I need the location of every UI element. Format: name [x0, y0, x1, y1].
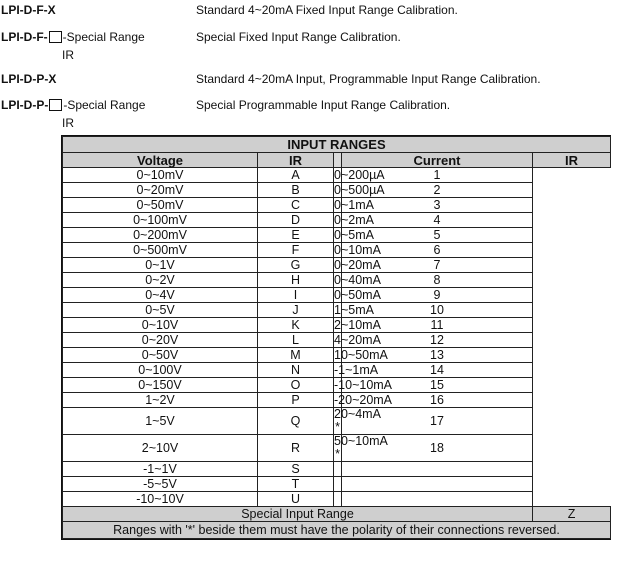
code-description: Special Fixed Input Range Calibration. [196, 30, 401, 44]
voltage-ir-code: K [258, 318, 334, 333]
current-ir-code: 10 [342, 303, 533, 318]
header-voltage: Voltage [63, 153, 258, 168]
table-row [63, 198, 611, 213]
table-title: INPUT RANGES [63, 137, 611, 153]
header-voltage-ir: IR [258, 153, 334, 168]
code-label: LPI-D-F-X [1, 3, 56, 17]
current-range: 50~10mA * [334, 434, 388, 461]
current-range: 0~40mA [334, 272, 381, 287]
voltage-range: -5~5V [63, 477, 258, 492]
special-range-code: Z [533, 507, 611, 522]
voltage-ir-code: S [258, 462, 334, 477]
table-row [63, 168, 611, 183]
current-ir-code: 9 [342, 288, 533, 303]
current-range: 0~20mA [334, 257, 381, 272]
voltage-ir-code: P [258, 393, 334, 408]
voltage-ir-code: T [258, 477, 334, 492]
range-code-box [49, 99, 62, 111]
voltage-ir-code: H [258, 273, 334, 288]
current-ir-code: 13 [342, 348, 533, 363]
current-range: -1~1mA [334, 362, 379, 377]
voltage-range: 1~2V [63, 393, 258, 408]
current-range: 0~50mA [334, 287, 381, 302]
current-range: 0~500µA [334, 182, 385, 197]
voltage-range: 0~1V [63, 258, 258, 273]
voltage-range: -10~10V [63, 492, 258, 507]
current-range: 20~4mA * [334, 407, 381, 434]
table-row [63, 258, 611, 273]
voltage-ir-code: J [258, 303, 334, 318]
voltage-ir-code: M [258, 348, 334, 363]
voltage-range: 0~4V [63, 288, 258, 303]
current-ir-code: 5 [342, 228, 533, 243]
current-range [334, 462, 342, 477]
code-label: LPI-D-P- -Special Range [1, 98, 146, 112]
range-code-box [49, 31, 62, 43]
current-range: 0~2mA [334, 212, 374, 227]
voltage-range: 0~2V [63, 273, 258, 288]
voltage-range: 0~5V [63, 303, 258, 318]
current-ir-code: 3 [342, 198, 533, 213]
ir-caption: IR [62, 116, 74, 130]
current-ir-code [342, 462, 533, 477]
current-range: 1~5mA [334, 302, 374, 317]
voltage-ir-code: O [258, 378, 334, 393]
current-ir-code [342, 492, 533, 507]
table-row [63, 348, 611, 363]
voltage-range: -1~1V [63, 462, 258, 477]
current-range: -20~20mA [334, 392, 393, 407]
footnote: Ranges with '*' beside them must have the polarity of their connections reversed. [63, 522, 611, 539]
voltage-range: 2~10V [63, 435, 258, 462]
special-range-label: Special Input Range [63, 507, 533, 522]
current-ir-code: 11 [342, 318, 533, 333]
input-ranges-table [61, 135, 611, 540]
voltage-ir-code: R [258, 435, 334, 462]
current-ir-code: 7 [342, 258, 533, 273]
current-range: 0~5mA [334, 227, 374, 242]
voltage-ir-code: F [258, 243, 334, 258]
voltage-range: 0~20mV [63, 183, 258, 198]
current-ir-code: 6 [342, 243, 533, 258]
voltage-ir-code: L [258, 333, 334, 348]
table-row [63, 408, 611, 435]
table-row [63, 213, 611, 228]
current-range: 2~10mA [334, 317, 381, 332]
table-row [63, 333, 611, 348]
header-current: Current [342, 153, 533, 168]
current-range: 0~10mA [334, 242, 381, 257]
voltage-ir-code: E [258, 228, 334, 243]
range-rows [63, 168, 611, 507]
code-description: Special Programmable Input Range Calibration. [196, 98, 451, 112]
current-range: 4~20mA [334, 332, 381, 347]
table-row [63, 363, 611, 378]
table-row [63, 243, 611, 258]
voltage-range: 0~10mV [63, 168, 258, 183]
current-range: 0~1mA [334, 197, 374, 212]
table-row [63, 228, 611, 243]
voltage-ir-code: N [258, 363, 334, 378]
code-description: Standard 4~20mA Input, Programmable Input Range Calibration. [196, 72, 541, 86]
voltage-range: 0~50mV [63, 198, 258, 213]
table-row [63, 477, 611, 492]
voltage-ir-code: I [258, 288, 334, 303]
ir-caption: IR [62, 48, 74, 62]
table-row [63, 462, 611, 477]
current-ir-code: 16 [342, 393, 533, 408]
column-separator [334, 153, 342, 168]
voltage-ir-code: B [258, 183, 334, 198]
table-row [63, 183, 611, 198]
current-range [334, 492, 342, 507]
table-row [63, 492, 611, 507]
table-row [63, 288, 611, 303]
code-label: LPI-D-F- -Special Range [1, 30, 145, 44]
table-row [63, 393, 611, 408]
current-ir-code [342, 477, 533, 492]
current-ir-code: 4 [342, 213, 533, 228]
current-ir-code: 2 [342, 183, 533, 198]
table-row [63, 303, 611, 318]
voltage-range: 0~20V [63, 333, 258, 348]
voltage-range: 0~100mV [63, 213, 258, 228]
voltage-ir-code: U [258, 492, 334, 507]
voltage-ir-code: A [258, 168, 334, 183]
voltage-range: 0~100V [63, 363, 258, 378]
current-ir-code: 12 [342, 333, 533, 348]
current-ir-code: 8 [342, 273, 533, 288]
current-range: 10~50mA [334, 347, 388, 362]
current-range [334, 477, 342, 492]
current-range: -10~10mA [334, 377, 393, 392]
voltage-ir-code: G [258, 258, 334, 273]
current-ir-code: 1 [342, 168, 533, 183]
voltage-range: 0~200mV [63, 228, 258, 243]
code-label: LPI-D-P-X [1, 72, 57, 86]
header-current-ir: IR [533, 153, 611, 168]
table-row [63, 378, 611, 393]
table-row [63, 273, 611, 288]
current-ir-code: 14 [342, 363, 533, 378]
voltage-range: 0~150V [63, 378, 258, 393]
voltage-range: 0~50V [63, 348, 258, 363]
voltage-ir-code: D [258, 213, 334, 228]
current-range: 0~200µA [334, 167, 385, 182]
voltage-ir-code: Q [258, 408, 334, 435]
current-ir-code: 15 [342, 378, 533, 393]
voltage-range: 1~5V [63, 408, 258, 435]
table-row [63, 435, 611, 462]
current-ir-code: 18 [342, 435, 533, 462]
current-ir-code: 17 [342, 408, 533, 435]
voltage-range: 0~10V [63, 318, 258, 333]
table-row [63, 318, 611, 333]
voltage-ir-code: C [258, 198, 334, 213]
code-description: Standard 4~20mA Fixed Input Range Calibration. [196, 3, 458, 17]
voltage-range: 0~500mV [63, 243, 258, 258]
